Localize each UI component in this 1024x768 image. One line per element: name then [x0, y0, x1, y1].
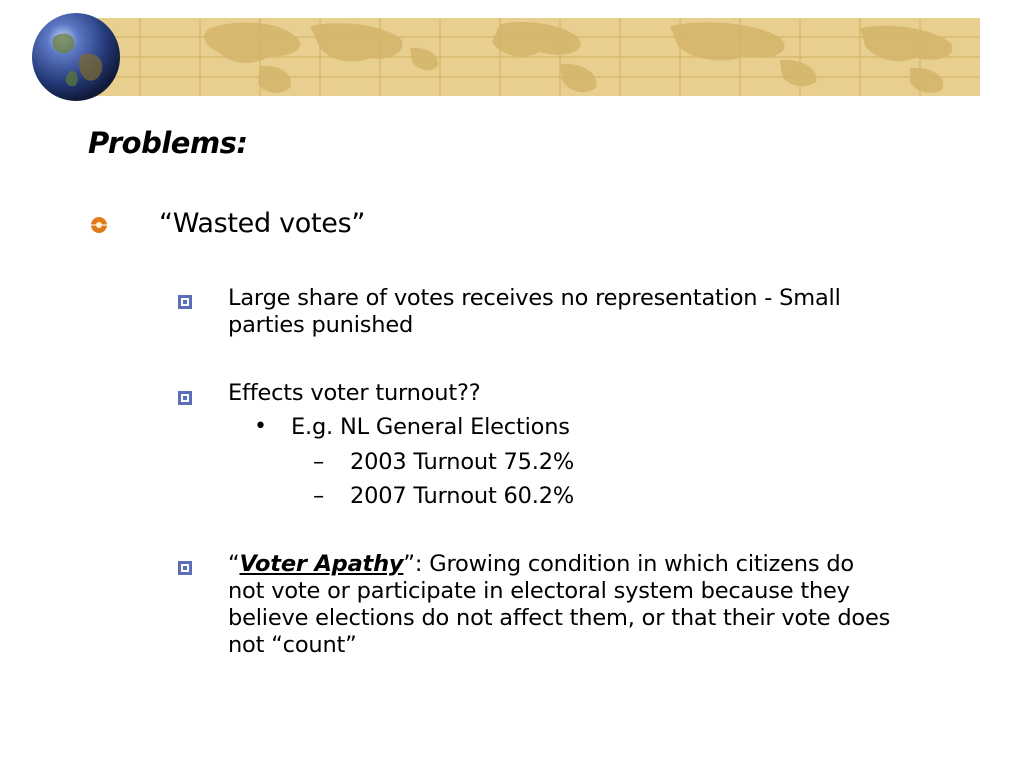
list-item: Effects voter turnout?? — [228, 380, 481, 406]
definition-line-1 — [228, 551, 988, 578]
definition-line-4: not “count” — [228, 632, 357, 658]
orange-circle-bullet-icon — [90, 216, 108, 234]
dash-bullet: – — [313, 483, 325, 509]
point-1-line-2: parties punished — [228, 312, 414, 338]
world-map-banner — [80, 18, 980, 96]
slide-title: Problems: — [88, 126, 248, 160]
globe-logo-icon — [30, 11, 122, 103]
dot-bullet: • — [254, 414, 267, 439]
voter-apathy-term: Voter Apathy — [239, 551, 404, 577]
blue-square-bullet-icon — [178, 390, 192, 404]
dash-bullet: – — [313, 449, 325, 475]
world-map-icon — [80, 18, 980, 96]
voter-apathy-definition — [228, 551, 988, 659]
list-item — [228, 285, 988, 339]
point-1-line-1: Large share of votes receives no representation - Small — [228, 285, 841, 311]
blue-square-bullet-icon — [178, 560, 192, 574]
turnout-item: 2007 Turnout 60.2% — [350, 483, 574, 509]
blue-square-bullet-icon — [178, 294, 192, 308]
definition-line-2: not vote or participate in electoral system because they — [228, 578, 850, 604]
close-quote: ” — [403, 551, 415, 577]
open-quote: “ — [228, 551, 240, 577]
definition-line-3: believe elections do not affect them, or that their vote does — [228, 605, 891, 631]
sub-list-item: E.g. NL General Elections — [291, 414, 570, 440]
definition-text: : Growing condition in which citizens do — [414, 551, 854, 577]
turnout-item: 2003 Turnout 75.2% — [350, 449, 574, 475]
wasted-votes-heading: “Wasted votes” — [159, 208, 366, 239]
